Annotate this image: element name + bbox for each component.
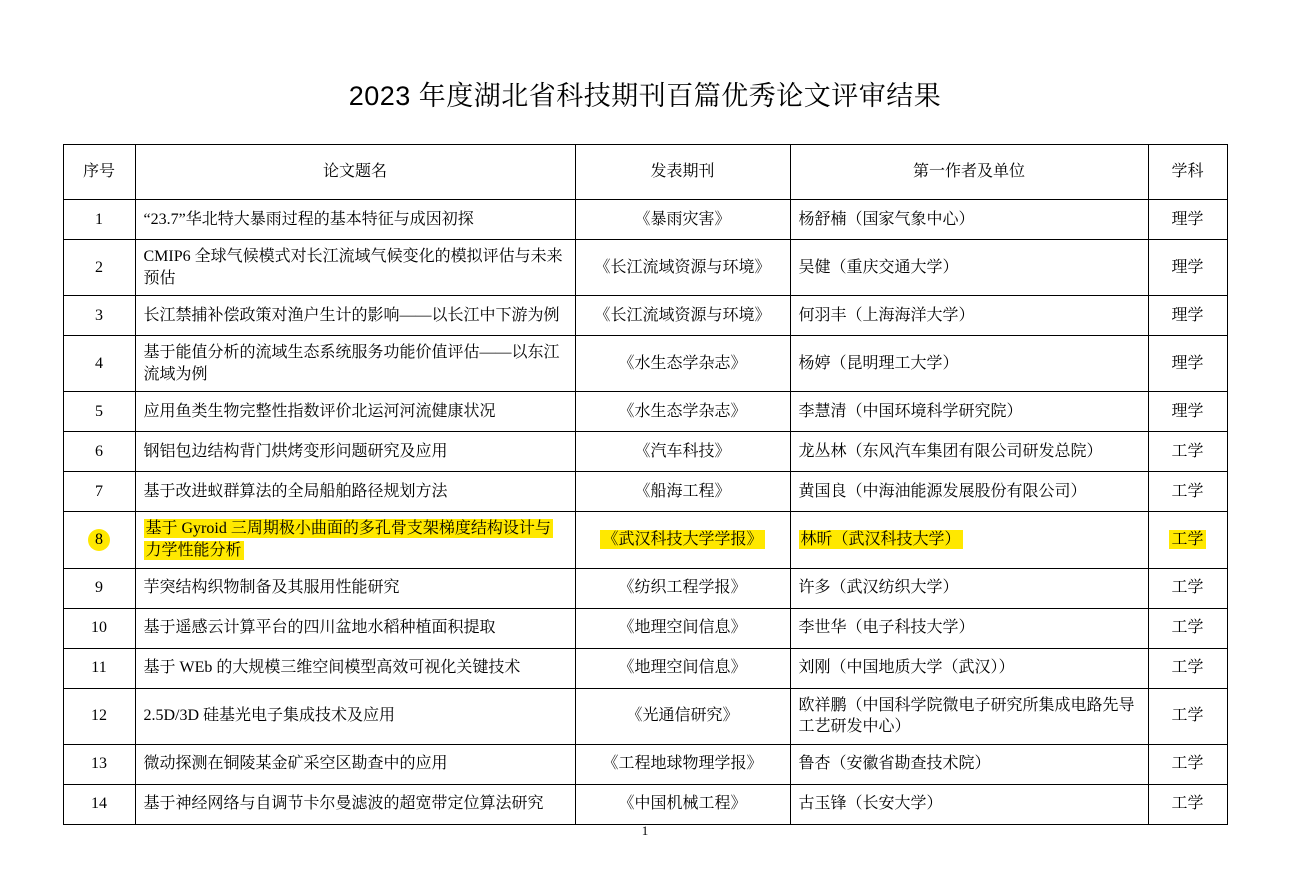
table-header-row [63,145,1227,200]
row-title: 基于 WEb 的大规模三维空间模型高效可视化关键技术 [135,648,575,688]
row-index: 14 [63,784,135,824]
row-author: 吴健（重庆交通大学） [790,240,1148,296]
table-row [63,392,1227,432]
row-journal: 《光通信研究》 [575,688,790,744]
row-journal [575,512,790,568]
row-title: 基于神经网络与自调节卡尔曼滤波的超宽带定位算法研究 [135,784,575,824]
row-title: 基于遥感云计算平台的四川盆地水稻种植面积提取 [135,608,575,648]
row-author: 许多（武汉纺织大学） [790,568,1148,608]
row-author: 李慧清（中国环境科学研究院） [790,392,1148,432]
row-index-highlight: 8 [88,529,110,551]
row-title: CMIP6 全球气候模式对长江流域气候变化的模拟评估与未来预估 [135,240,575,296]
row-subject: 工学 [1148,568,1227,608]
row-title: 芋突结构织物制备及其服用性能研究 [135,568,575,608]
row-author: 李世华（电子科技大学） [790,608,1148,648]
page-number: 1 [641,823,649,838]
row-index: 6 [63,432,135,472]
row-journal: 《工程地球物理学报》 [575,744,790,784]
row-index: 1 [63,200,135,240]
row-author: 古玉锋（长安大学） [790,784,1148,824]
row-title: 微动探测在铜陵某金矿采空区勘查中的应用 [135,744,575,784]
row-journal: 《船海工程》 [575,472,790,512]
row-subject-highlight: 工学 [1171,531,1204,549]
row-subject: 工学 [1148,608,1227,648]
row-index: 10 [63,608,135,648]
column-header-title: 论文题名 [135,145,575,200]
row-index: 5 [63,392,135,432]
row-author: 何羽丰（上海海洋大学） [790,296,1148,336]
row-journal: 《中国机械工程》 [575,784,790,824]
row-author [790,512,1148,568]
row-journal: 《地理空间信息》 [575,648,790,688]
row-journal-highlight: 《武汉科技大学学报》 [602,531,763,549]
row-title: 基于改进蚁群算法的全局船舶路径规划方法 [135,472,575,512]
row-index: 12 [63,688,135,744]
row-title [135,512,575,568]
row-title: 长江禁捕补偿政策对渔户生计的影响——以长江中下游为例 [135,296,575,336]
row-journal: 《长江流域资源与环境》 [575,240,790,296]
column-header-index: 序号 [63,145,135,200]
row-author: 黄国良（中海油能源发展股份有限公司） [790,472,1148,512]
table-row [63,648,1227,688]
results-table [63,144,1228,825]
table-row [63,336,1227,392]
row-journal: 《纺织工程学报》 [575,568,790,608]
row-journal: 《汽车科技》 [575,432,790,472]
row-journal: 《地理空间信息》 [575,608,790,648]
row-author: 龙丛林（东风汽车集团有限公司研发总院） [790,432,1148,472]
table-row [63,688,1227,744]
table-row-highlighted [63,512,1227,568]
row-index: 13 [63,744,135,784]
table-row [63,296,1227,336]
row-title: 2.5D/3D 硅基光电子集成技术及应用 [135,688,575,744]
row-subject: 工学 [1148,688,1227,744]
table-row [63,200,1227,240]
column-header-journal: 发表期刊 [575,145,790,200]
row-index: 11 [63,648,135,688]
row-subject [1148,512,1227,568]
row-author: 鲁杏（安徽省勘查技术院） [790,744,1148,784]
row-index: 3 [63,296,135,336]
row-author: 杨舒楠（国家气象中心） [790,200,1148,240]
row-subject: 工学 [1148,784,1227,824]
row-author: 杨婷（昆明理工大学） [790,336,1148,392]
row-journal: 《暴雨灾害》 [575,200,790,240]
row-index [63,512,135,568]
row-title: 应用鱼类生物完整性指数评价北运河河流健康状况 [135,392,575,432]
row-author-highlight: 林昕（武汉科技大学） [800,531,961,549]
table-body [63,200,1227,825]
table-row [63,240,1227,296]
row-author: 欧祥鹏（中国科学院微电子研究所集成电路先导工艺研发中心） [790,688,1148,744]
row-journal: 《长江流域资源与环境》 [575,296,790,336]
row-index: 4 [63,336,135,392]
table-row [63,744,1227,784]
row-author: 刘刚（中国地质大学（武汉）） [790,648,1148,688]
row-subject: 工学 [1148,744,1227,784]
row-journal: 《水生态学杂志》 [575,336,790,392]
row-index: 7 [63,472,135,512]
row-title: 基于能值分析的流域生态系统服务功能价值评估——以东江流域为例 [135,336,575,392]
table-row [63,784,1227,824]
row-journal: 《水生态学杂志》 [575,392,790,432]
row-index: 9 [63,568,135,608]
row-subject: 理学 [1148,240,1227,296]
table-row [63,432,1227,472]
row-subject: 工学 [1148,472,1227,512]
row-title: 钢铝包边结构背门烘烤变形问题研究及应用 [135,432,575,472]
row-subject: 理学 [1148,336,1227,392]
table-row [63,472,1227,512]
row-subject: 理学 [1148,392,1227,432]
row-subject: 工学 [1148,648,1227,688]
table-row [63,608,1227,648]
row-subject: 理学 [1148,296,1227,336]
row-title-highlight: 基于 Gyroid 三周期极小曲面的多孔骨支架梯度结构设计与力学性能分析 [145,520,551,559]
row-index: 2 [63,240,135,296]
row-subject: 理学 [1148,200,1227,240]
column-header-author: 第一作者及单位 [790,145,1148,200]
row-subject: 工学 [1148,432,1227,472]
page-title: 2023 年度湖北省科技期刊百篇优秀论文评审结果 [348,81,942,111]
row-title: “23.7”华北特大暴雨过程的基本特征与成因初探 [135,200,575,240]
table-row [63,568,1227,608]
column-header-subject: 学科 [1148,145,1227,200]
